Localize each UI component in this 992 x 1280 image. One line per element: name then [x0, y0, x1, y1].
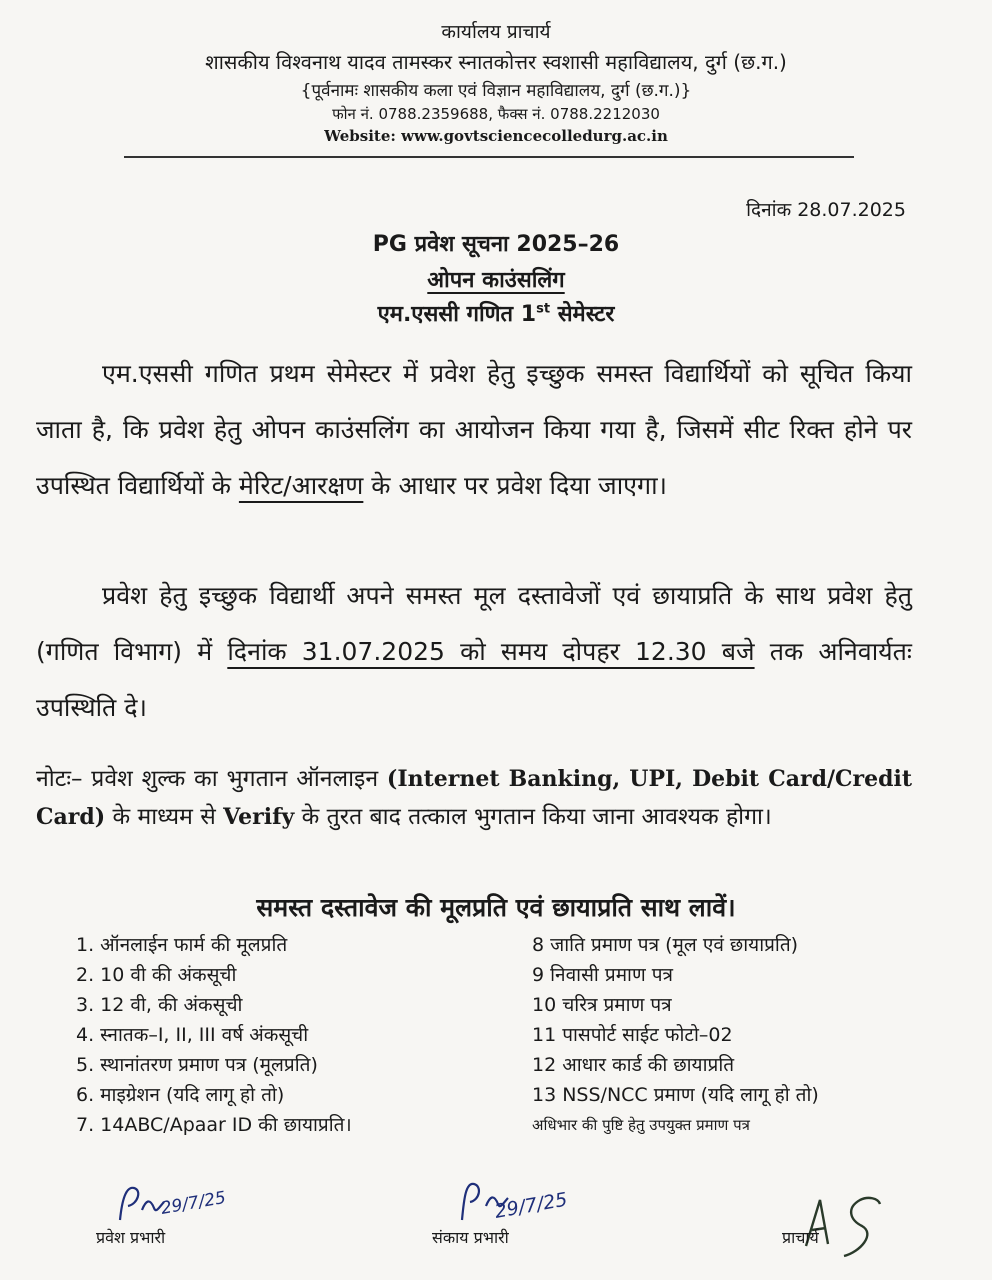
- list-item: अधिभार की पुष्टि हेतु उपयुक्त प्रमाण पत्र: [532, 1116, 750, 1134]
- documents-list-right: [532, 930, 819, 1140]
- list-item: 5. स्थानांतरण प्रमाण पत्र (मूलप्रति): [76, 1054, 318, 1076]
- handwritten-date: 29/7/25: [159, 1187, 228, 1219]
- list-item: 11 पासपोर्ट साईट फोटो–02: [532, 1024, 733, 1046]
- payment-note: नोटः– प्रवेश शुल्क का भुगतान ऑनलाइन (Internet Banking, UPI, Debit Card/Credit Card) के माध्यम से Verify के तुरत बाद तत्काल भुगतान किया जाना आवश्यक होगा।: [36, 766, 912, 830]
- paragraph-attendance: प्रवेश हेतु इच्छुक विद्यार्थी अपने समस्त मूल दस्तावेजों एवं छायाप्रति के साथ प्रवेश हेतु (गणित विभाग) में दिनांक 31.07.2025 को समय दोपहर 12.30 बजे तक अनिवार्यतः उपस्थिति दे।: [36, 581, 912, 722]
- list-item: 6. माइग्रेशन (यदि लागू हो तो): [76, 1084, 285, 1106]
- paragraph-admission-info: एम.एससी गणित प्रथम सेमेस्टर में प्रवेश हेतु इच्छुक समस्त विद्यार्थियों को सूचित किया जाता है, कि प्रवेश हेतु ओपन काउंसलिंग का आयोजन किया गया है, जिसमें सीट रिक्त होने पर उपस्थित विद्यार्थियों के मेरिट/आरक्षण के आधार पर प्रवेश दिया जाएगा।: [36, 359, 912, 500]
- faculty-incharge-label: संकाय प्रभारी: [432, 1228, 509, 1247]
- principal-label: प्राचार्य: [782, 1228, 819, 1247]
- notice-title: PG प्रवेश सूचना 2025–26: [372, 232, 620, 257]
- office-heading: कार्यालय प्राचार्य: [441, 21, 551, 43]
- documents-heading: समस्त दस्तावेज की मूलप्रति एवं छायाप्रति साथ लावें।: [256, 893, 736, 922]
- college-name: शासकीय विश्वनाथ यादव तामस्कर स्नातकोत्तर स्वशासी महाविद्यालय, दुर्ग (छ.ग.): [205, 50, 787, 74]
- merit-reservation: मेरिट/आरक्षण: [238, 471, 364, 500]
- list-item: 7. 14ABC/Apaar ID की छायाप्रति।: [76, 1114, 352, 1136]
- list-item: 13 NSS/NCC प्रमाण (यदि लागू हो तो): [532, 1084, 819, 1106]
- faculty-signature-scribble: [452, 1176, 592, 1228]
- notice-subtitle: [0, 264, 992, 294]
- handwritten-date: 29/7/25: [493, 1188, 570, 1223]
- list-item: 10 चरित्र प्रमाण पत्र: [532, 994, 672, 1016]
- letterhead-divider: [124, 156, 854, 158]
- list-item: 8 जाति प्रमाण पत्र (मूल एवं छायाप्रति): [532, 934, 799, 956]
- documents-list-left: [76, 930, 352, 1140]
- website-line: Website: www.govtsciencecolledurg.ac.in: [324, 127, 668, 145]
- former-name: {पूर्वनामः शासकीय कला एवं विज्ञान महाविद्यालय, दुर्ग (छ.ग.)}: [300, 81, 692, 101]
- list-item: 2. 10 वी की अंकसूची: [76, 964, 237, 986]
- counselling-datetime: दिनांक 31.07.2025 को समय दोपहर 12.30 बजे: [227, 637, 755, 666]
- notice-date: दिनांक 28.07.2025: [746, 199, 906, 221]
- list-item: 4. स्नातक–I, II, III वर्ष अंकसूची: [76, 1024, 309, 1046]
- admission-incharge-label: प्रवेश प्रभारी: [96, 1228, 166, 1247]
- list-item: 12 आधार कार्ड की छायाप्रति: [532, 1054, 735, 1076]
- course-line: एम.एससी गणित 1st सेमेस्टर: [377, 301, 615, 327]
- list-item: 3. 12 वी, की अंकसूची: [76, 994, 243, 1016]
- open-counselling-label: ओपन काउंसलिंग: [427, 268, 565, 293]
- list-item: 1. ऑनलाईन फार्म की मूलप्रति: [76, 934, 288, 956]
- phone-fax: फोन नं. 0788.2359688, फैक्स नं. 0788.2212030: [332, 105, 660, 123]
- admission-signature-scribble: [112, 1180, 232, 1228]
- list-item: 9 निवासी प्रमाण पत्र: [532, 964, 674, 986]
